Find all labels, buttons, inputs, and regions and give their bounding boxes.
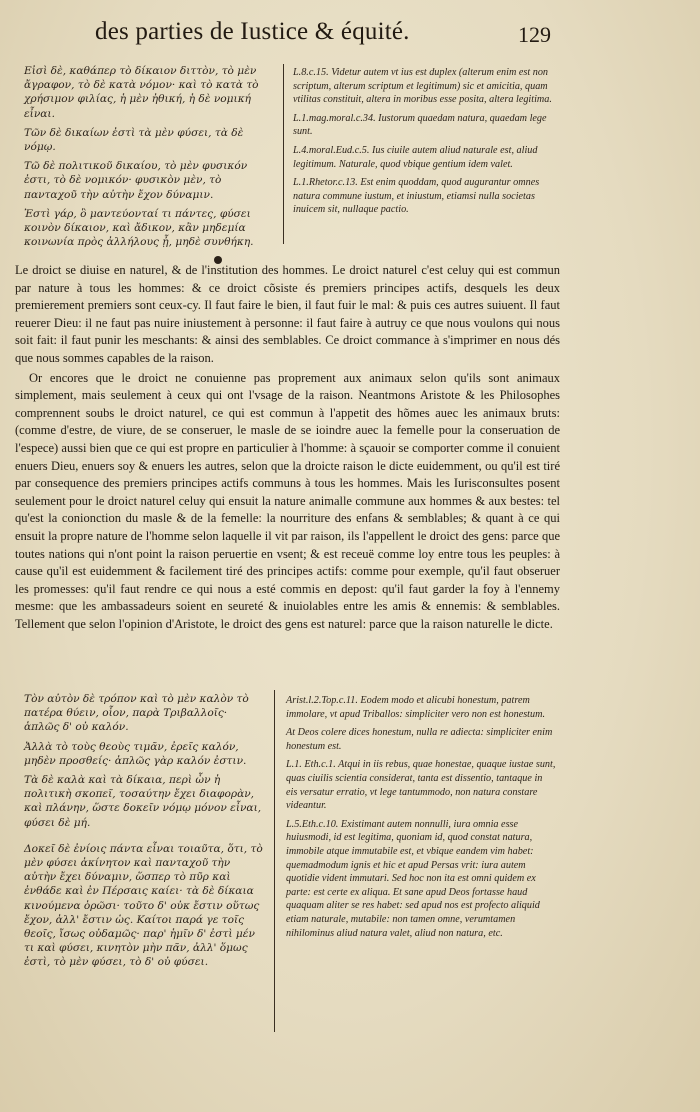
- greek-note: Δοκεῖ δὲ ἐνίοις πάντα εἶναι τοιαῦτα, ὅτι, τὸ μὲν φύσει ἀκίνητον καὶ πανταχοῦ τὴν αὐτὴν ἔχει δύναμιν, ὥσπερ τὸ πῦρ καὶ ἐνθάδε καὶ ἐν Πέρσαις καίει· τὰ δὲ δίκαια κινούμενα ὁρῶσι· τοῦτο δ' οὐκ ἔστιν οὕτως ἔχον, ἀλλ' ἔστιν ὡς. Καίτοι παρά γε τοῖς θεοῖς, ἴσως οὐδαμῶς· παρ' ἡμῖν δ' ἐστὶ μέν τι καὶ φύσει, κινητὸν μὴν πᾶν, ἀλλ' ὅμως ἐστὶ, τὸ μὲν φύσει, τὸ δ' οὐ φύσει.: [24, 842, 263, 969]
- main-paragraph: Or encores que le droict ne conuienne pas proprement aux animaux selon qu'ils sont animaux simplement, mais seulement à ceux qui ont l'vsage de la raison. Neantmons Aristote & les Philosophes comprennent soubs le droict naturel, ce qui est commun à l'appetit des hõmes auec les animaux bruts: (comme d'estre, de viure, de se conseruer, le masle de se ioindre auec la femelle pour la conseruation de l'espece) aussi bien que ce qui est propre en particulier à l'homme: à sçauoir se comporter comme il conuient enuers Dieu, enuers soy & enuers les autres, selon que la droicte raison le dicte euidemment, ou qu'il est tiré par consequence des premiers principes actifs communs à tous les hommes. Mais les Iurisconsultes posent seulement pour le droict naturel celuy qui ensuit la nature animalle commune aux hommes & aux bestes: tel qu'est la conionction du masle & de la femelle: la nourriture des enfans & semblables; & quant à ce qui ensuit la propre nature de l'homme selon laquelle il vit par raison, ils l'appellent le droict des gens: parce que toutes nations qui n'ont point la raison peruertie en vsent; & est receuë comme loy entre tous les peuples: à cause qu'il est euidemment & facilement tiré des principes actifs: comme pour exemple, qu'il faut obseruer les promesses: qu'il faut rendre ce qui nous a esté commis en depost: qu'il faut garder la foy à l'ennemy mesme: que les ambassadeurs soient en seureté & inuiolables entre les amis & ennemis: & semblables. Tellement que selon l'opinion d'Aristote, le droict des gens est naturel: parce que la raison naturelle le dicte.: [15, 370, 560, 631]
- latin-note: L.4.moral.Eud.c.5. Ius ciuile autem aliud naturale est, aliud legitimum. Naturale, quod vbique gentium idem valet.: [293, 144, 538, 170]
- greek-note: Τὸν αὐτὸν δὲ τρόπον καὶ τὸ μὲν καλὸν τὸ πατέρα θύειν, οἷον, παρὰ Τριβαλλοῖς· ἁπλῶς δ' οὐ καλόν.: [24, 693, 249, 734]
- latin-note: L.1. Eth.c.1. Atqui in iis rebus, quae honestae, quaque iustae sunt, quas ciuilis scientia considerat, tanta est dissentio, tantaque in eis versatur erratio, vt lege tantummodo, non natura constare videantur.: [286, 759, 556, 812]
- column-divider-bottom: [274, 690, 275, 1032]
- greek-note: Τὰ δὲ καλὰ καὶ τὰ δίκαια, περὶ ὧν ἡ πολιτικὴ σκοπεῖ, τοσαύτην ἔχει διαφορὰν, καὶ πλάνην, ὥστε δοκεῖν νόμῳ μόνον εἶναι, φύσει δὲ μή.: [24, 774, 262, 829]
- bottom-latin-notes: [286, 694, 556, 945]
- latin-note: L.1.mag.moral.c.34. Iustorum quaedam natura, quaedam lege sunt.: [293, 112, 547, 138]
- main-paragraph: Le droict se diuise en naturel, & de l'institution des hommes. Le droict naturel c'est celuy qui est commun par nature à tous les hommes: & ce droict cõsiste és premiers principes actifs, desquels les deux premierement premiers sont ceux-cy. Il faut faire le bien, il faut fuir le mal: & puis ces autres suiuent. Il faut reuerer Dieu: il ne faut pas nuire iniustement à personne: il faut faire à autruy ce que nous voulons qui nous soit fait: il faut punir les meschants: & ainsi des semblables. Ce droict commance à s'imprimer en nous dés que nous sommes capables de la raison.: [15, 263, 560, 365]
- greek-note: Τῶν δὲ δικαίων ἐστὶ τὰ μὲν φύσει, τὰ δὲ νόμῳ.: [24, 126, 244, 154]
- top-latin-notes: [293, 66, 559, 222]
- top-greek-notes: [24, 64, 272, 254]
- main-text: [15, 262, 560, 633]
- greek-note: Εἰσὶ δὲ, καθάπερ τὸ δίκαιον διττὸν, τὸ μὲν ἄγραφον, τὸ δὲ κατὰ νόμον· καὶ τὸ κατὰ τὸ χρήσιμον φιλίας, ἡ μὲν ἠθική, ἡ δὲ νομική εἶναι.: [24, 65, 259, 120]
- bottom-greek-notes: [24, 692, 264, 975]
- latin-note: L.1.Rhetor.c.13. Est enim quoddam, quod augurantur omnes natura commune iustum, et iniustum, etiamsi nulla societas inuicem sit, nullaque pactio.: [293, 177, 540, 216]
- latin-note: L.8.c.15. Videtur autem vt ius est duplex (alterum enim est non scriptum, alterum scriptum et legitimum) sic et amicitia, quam vtilitas constituit, altera in moribus esse posita, altera legitima.: [293, 67, 552, 106]
- latin-note: Arist.l.2.Top.c.11. Eodem modo et alicubi honestum, patrem immolare, vt apud Triballos: simpliciter vero non est honestum.: [286, 695, 546, 720]
- greek-note: Ἀλλὰ τὸ τοὺς θεοὺς τιμᾶν, ἐρεῖς καλόν, μηδὲν προσθείς· ἁπλῶς γὰρ καλόν ἐστιν.: [24, 740, 247, 767]
- greek-note: Τῶ δὲ πολιτικοῦ δικαίου, τὸ μὲν φυσικόν ἐστι, τὸ δὲ νομικόν· φυσικὸν μὲν, τὸ πανταχοῦ τὴν αὐτὴν ἔχον δύναμιν.: [24, 160, 248, 201]
- column-divider-top: [283, 64, 284, 244]
- page-number: 129: [518, 22, 551, 47]
- latin-note: L.5.Eth.c.10. Existimant autem nonnulli, iura omnia esse huiusmodi, id est legitima, quoniam id, quod constat natura, immobile atque immutabile est, et vbique eandem vim habet: quemadmodum ignis et hic et apud Persas vrit: iura autem quotidie vident immutari. Sed hoc non ita est omni quidem ex parte: est certe ex aliqua. Et sane apud Deos fortasse haud quaquam aliter se res habet: sed apud nos est profecto aliquid etiam naturale, mutabile: non tamen omne, verumtamen nihilominus aliud natura valet, aliud non natura, etc.: [286, 818, 540, 939]
- greek-note: Ἐστὶ γάρ, ὃ μαντεύονταί τι πάντες, φύσει κοινὸν δίκαιον, καὶ ἄδικον, κἂν μηδεμία κοινωνία πρὸς ἀλλήλους ᾖ, μηδὲ συνθήκη.: [24, 207, 254, 249]
- latin-note: At Deos colere dices honestum, nulla re adiecta: simpliciter enim honestum est.: [286, 727, 553, 752]
- running-title: des parties de Iustice & équité.: [95, 18, 410, 45]
